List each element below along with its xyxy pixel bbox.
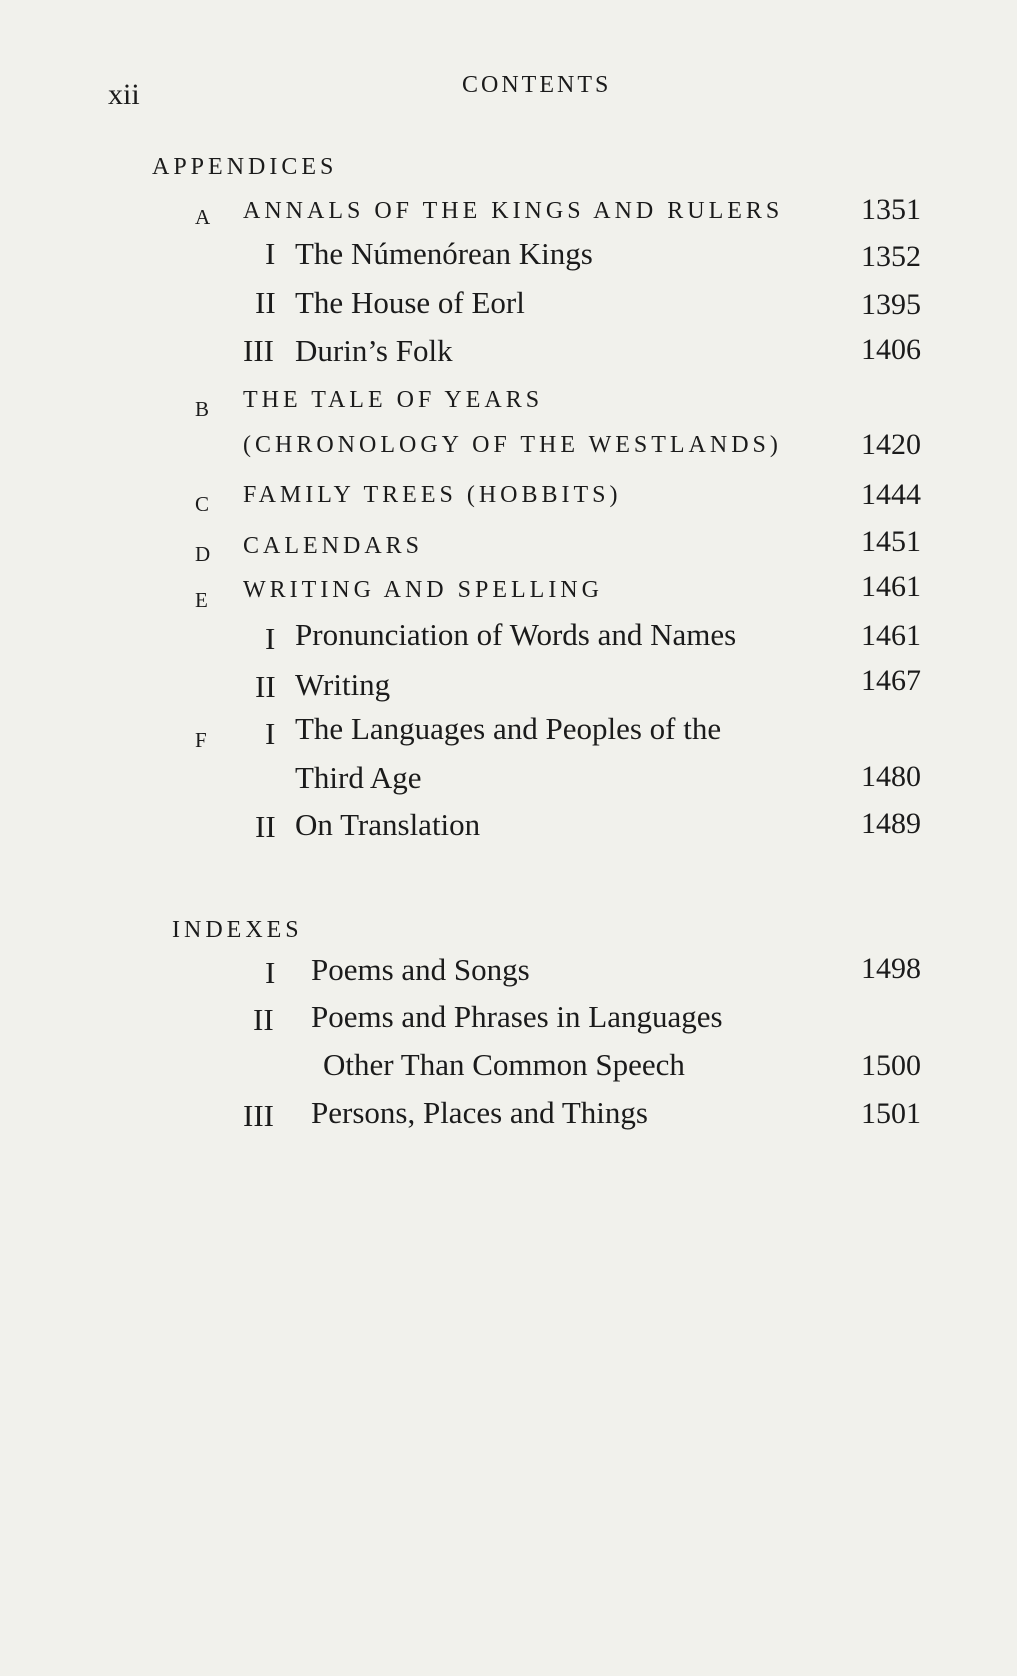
appendix-a-item-page: 1352 — [861, 240, 921, 273]
appendix-b-page: 1420 — [861, 428, 921, 461]
appendix-e-item-page: 1461 — [861, 619, 921, 652]
appendix-letter-e: E — [195, 588, 208, 612]
appendix-a-item-title: The House of Eorl — [295, 285, 525, 320]
appendix-a-title: ANNALS OF THE KINGS AND RULERS — [243, 198, 784, 224]
appendix-a-page: 1351 — [861, 193, 921, 226]
appendix-a-item-num: II — [255, 285, 276, 320]
appendix-a-item-num: I — [265, 236, 276, 271]
appendix-e-item-title: Pronunciation of Words and Names — [295, 617, 737, 652]
index-item-page: 1498 — [861, 952, 921, 985]
appendix-e-item-page: 1467 — [861, 664, 921, 697]
indexes-heading: INDEXES — [172, 917, 303, 943]
appendix-f-item-title: On Translation — [295, 807, 481, 842]
appendix-a-item-page: 1395 — [861, 288, 921, 321]
appendix-e-title: WRITING AND SPELLING — [243, 577, 603, 603]
appendix-a-item-num: III — [243, 333, 274, 368]
index-item-title: Persons, Places and Things — [311, 1095, 648, 1130]
index-item-num: III — [243, 1098, 274, 1133]
appendix-f-item-title-line1: The Languages and Peoples of the — [295, 711, 722, 746]
appendix-e-item-num: II — [255, 669, 276, 704]
index-item-title-line2: Other Than Common Speech — [323, 1047, 685, 1082]
appendix-letter-a: A — [195, 205, 211, 229]
appendix-f-item-num: I — [265, 716, 276, 751]
appendix-f-item-title-line2: Third Age — [295, 760, 422, 795]
appendix-c-page: 1444 — [861, 478, 921, 511]
index-item-num: I — [265, 955, 276, 990]
appendices-heading: APPENDICES — [152, 154, 338, 180]
appendix-b-title-line2: (CHRONOLOGY OF THE WESTLANDS) — [243, 432, 782, 458]
appendix-e-page: 1461 — [861, 570, 921, 603]
appendix-f-item-page: 1489 — [861, 807, 921, 840]
appendix-c-title: FAMILY TREES (HOBBITS) — [243, 482, 622, 508]
index-item-page: 1500 — [861, 1049, 921, 1082]
appendix-d-title: CALENDARS — [243, 533, 424, 559]
appendix-a-item-page: 1406 — [861, 333, 921, 366]
appendix-e-item-title: Writing — [295, 667, 391, 702]
appendix-letter-b: B — [195, 397, 210, 421]
index-item-page: 1501 — [861, 1097, 921, 1130]
page-title: CONTENTS — [462, 72, 612, 98]
page-folio: xii — [108, 78, 140, 111]
appendix-letter-c: C — [195, 492, 210, 516]
appendix-letter-f: F — [195, 728, 207, 752]
index-item-num: II — [253, 1002, 274, 1037]
appendix-b-title-line1: THE TALE OF YEARS — [243, 387, 544, 413]
appendix-f-item-num: II — [255, 809, 276, 844]
index-item-title: Poems and Songs — [311, 952, 530, 987]
appendix-a-item-title: The Númenórean Kings — [295, 236, 593, 271]
index-item-title-line1: Poems and Phrases in Languages — [311, 999, 723, 1034]
appendix-a-item-title: Durin’s Folk — [295, 333, 453, 368]
appendix-e-item-num: I — [265, 621, 276, 656]
appendix-f-item-page: 1480 — [861, 760, 921, 793]
appendix-letter-d: D — [195, 542, 211, 566]
appendix-d-page: 1451 — [861, 525, 921, 558]
